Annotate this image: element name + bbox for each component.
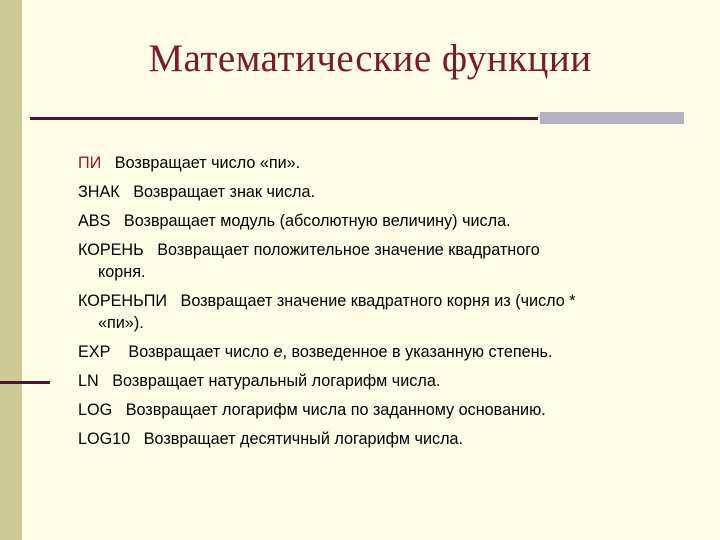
function-list bbox=[78, 152, 698, 457]
function-name: ЗНАК bbox=[78, 183, 120, 201]
left-decorative-bar bbox=[0, 0, 22, 540]
function-description: Возвращает число «пи». bbox=[114, 154, 301, 172]
function-name: EXP bbox=[78, 343, 111, 361]
function-name: LN bbox=[78, 372, 99, 390]
function-name: LOG bbox=[78, 401, 113, 419]
list-item bbox=[78, 341, 698, 363]
description-part: Возвращает число bbox=[128, 343, 274, 361]
function-description: Возвращает модуль (абсолютную величину) числа. bbox=[123, 212, 511, 230]
function-description: Возвращает знак числа. bbox=[133, 183, 316, 201]
function-name: КОРЕНЬПИ bbox=[78, 292, 168, 310]
description-part: , возведенное в указанную степень. bbox=[282, 343, 553, 361]
list-item bbox=[78, 152, 698, 174]
euler-number: e bbox=[273, 343, 283, 361]
list-item bbox=[78, 239, 698, 283]
function-description bbox=[128, 343, 552, 361]
function-name: КОРЕНЬ bbox=[78, 241, 144, 259]
function-name: ABS bbox=[78, 212, 111, 230]
function-name: ПИ bbox=[78, 154, 102, 172]
function-description: Возвращает логарифм числа по заданному основанию. bbox=[125, 401, 546, 419]
function-description: Возвращает положительное значение квадратного bbox=[157, 241, 540, 259]
list-item bbox=[78, 370, 698, 392]
list-item bbox=[78, 399, 698, 421]
function-description-continued: «пи»). bbox=[98, 314, 144, 332]
function-description-continued: корня. bbox=[98, 263, 146, 281]
slide-title: Математические функции bbox=[148, 37, 592, 80]
list-item bbox=[78, 428, 698, 450]
list-item bbox=[78, 290, 698, 334]
function-name: LOG10 bbox=[78, 430, 131, 448]
title-underline bbox=[30, 117, 538, 120]
list-item bbox=[78, 181, 698, 203]
title-underline-accent bbox=[540, 112, 684, 124]
list-item bbox=[78, 210, 698, 232]
left-bar-divider bbox=[0, 381, 50, 384]
function-description: Возвращает десятичный логарифм числа. bbox=[143, 430, 464, 448]
function-description: Возвращает значение квадратного корня из (число * bbox=[180, 292, 576, 310]
function-description: Возвращает натуральный логарифм числа. bbox=[112, 372, 441, 390]
